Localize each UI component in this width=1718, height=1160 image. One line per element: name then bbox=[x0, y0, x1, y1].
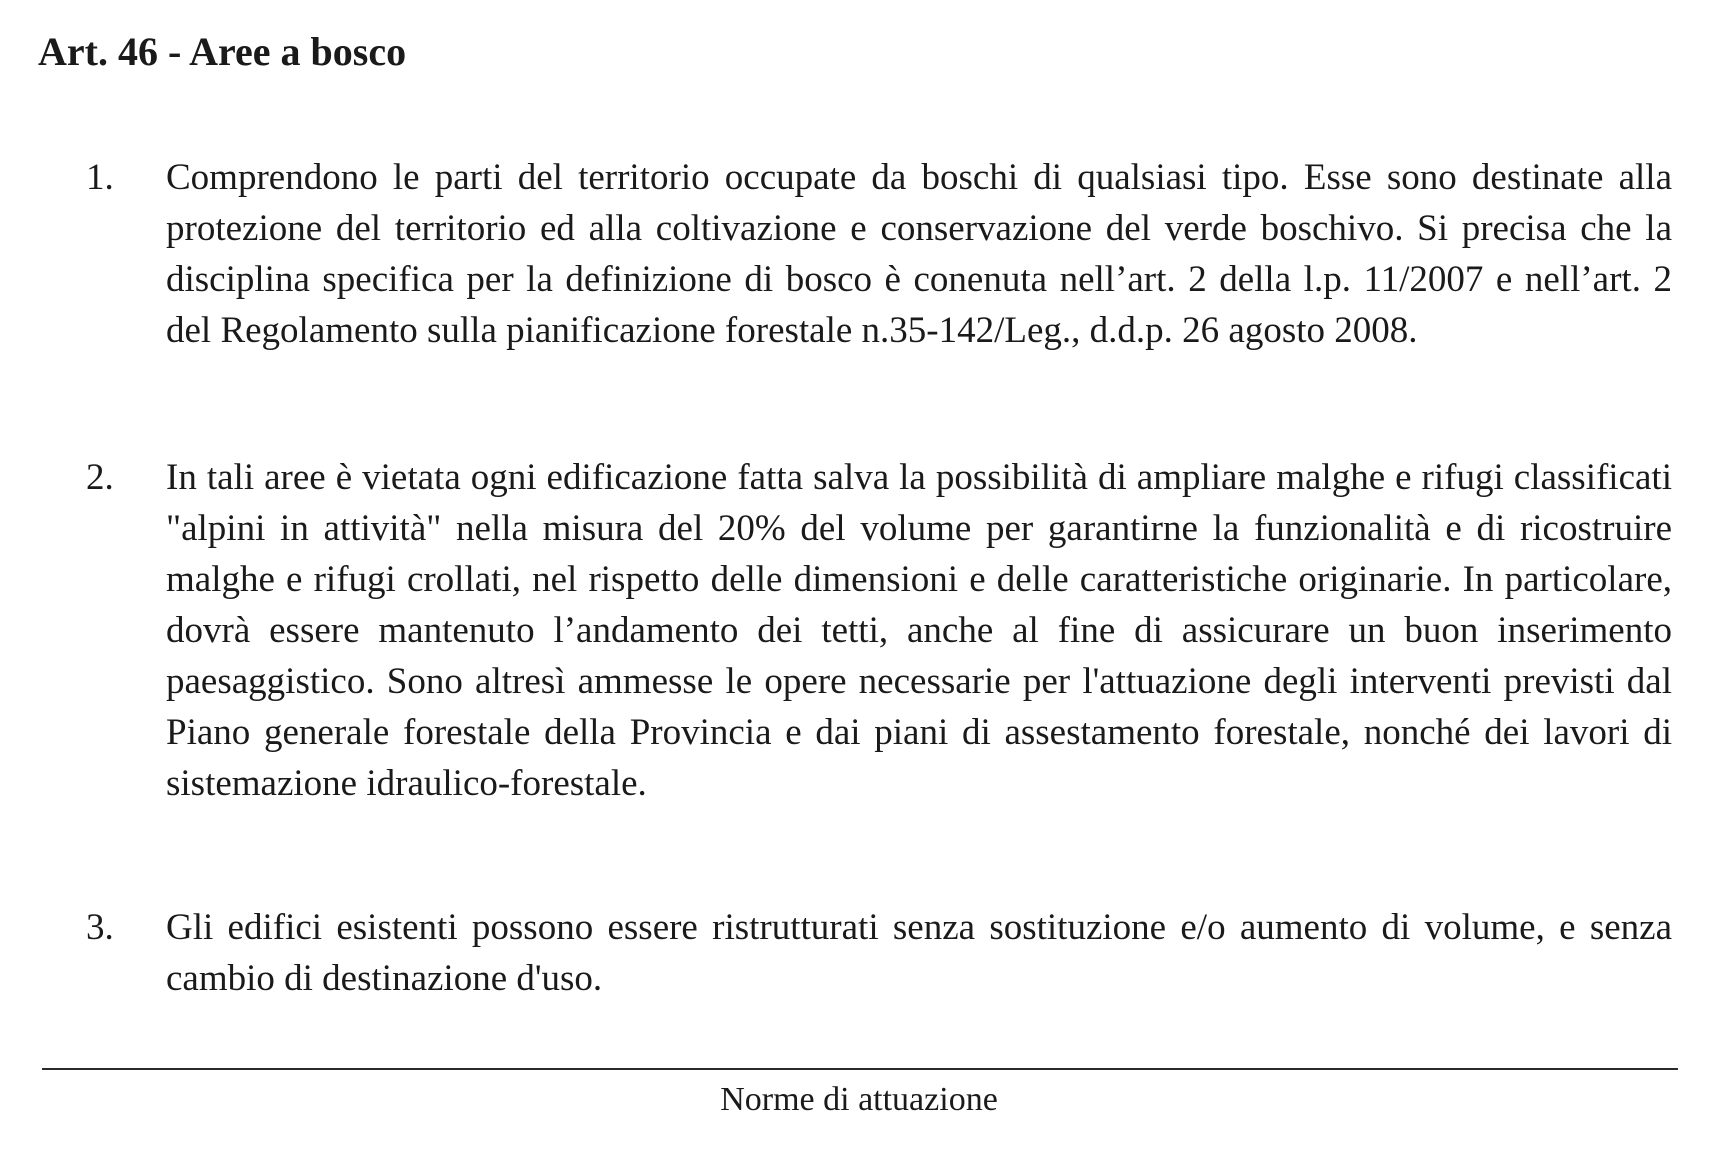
clause-number: 2. bbox=[86, 457, 114, 498]
footer-divider bbox=[42, 1068, 1678, 1070]
clause-text: Gli edifici esistenti possono essere ristrutturati senza sostituzione e/o aumento di volume, e senza cambio di destinazione d'uso. bbox=[166, 907, 1672, 999]
clause-number: 1. bbox=[86, 157, 114, 198]
clause-number: 3. bbox=[86, 907, 114, 948]
clause-text: In tali aree è vietata ogni edificazione fatta salva la possibilità di ampliare malghe e rifugi classificati "alpini in attività" nella misura del 20% del volume per garantirne la funzionalità e di ricostruire malghe e rifugi crollati, nel rispetto delle dimensioni e delle caratteristiche originarie. In particolare, dovrà essere mantenuto l’andamento dei tetti, anche al fine di assicurare un buon inserimento paesaggistico. Sono altresì ammesse le opere necessarie per l'attuazione degli interventi previsti dal Piano generale forestale della Provincia e dai piani di assestamento forestale, nonché dei lavori di sistemazione idraulico-forestale. bbox=[166, 457, 1672, 804]
article-title: Art. 46 - Aree a bosco bbox=[38, 29, 407, 74]
clause-text: Comprendono le parti del territorio occupate da boschi di qualsiasi tipo. Esse sono destinate alla protezione del territorio ed alla coltivazione e conservazione del verde boschivo. Si precisa che la disciplina specifica per la definizione di bosco è conenuta nell’art. 2 della l.p. 11/2007 e nell’art. 2 del Regolamento sulla pianificazione forestale n.35-142/Leg., d.d.p. 26 agosto 2008. bbox=[166, 157, 1672, 351]
footer-label: Norme di attuazione bbox=[720, 1081, 998, 1118]
